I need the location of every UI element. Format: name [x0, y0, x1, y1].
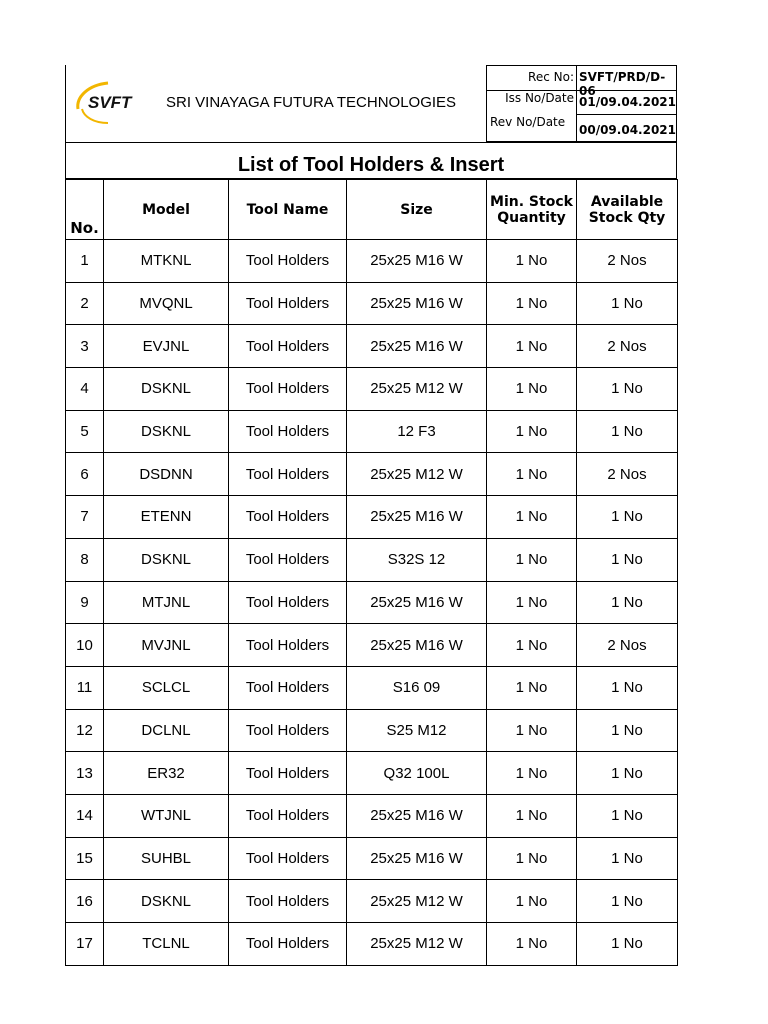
col-header-no: No. — [66, 180, 104, 240]
cell-no: 2 — [66, 282, 104, 325]
document-sheet — [65, 65, 677, 966]
cell-available-stock: 1 No — [577, 880, 678, 923]
cell-min-stock: 1 No — [487, 709, 577, 752]
cell-min-stock: 1 No — [487, 837, 577, 880]
table-row — [66, 538, 678, 581]
cell-size: 25x25 M16 W — [347, 325, 487, 368]
cell-model: DSDNN — [104, 453, 229, 496]
cell-tool-name: Tool Holders — [229, 923, 347, 966]
svft-logo — [74, 79, 154, 127]
cell-min-stock: 1 No — [487, 880, 577, 923]
cell-no: 9 — [66, 581, 104, 624]
cell-min-stock: 1 No — [487, 368, 577, 411]
cell-tool-name: Tool Holders — [229, 880, 347, 923]
cell-min-stock: 1 No — [487, 581, 577, 624]
record-info-box — [486, 65, 677, 142]
cell-available-stock: 1 No — [577, 709, 678, 752]
cell-available-stock: 1 No — [577, 368, 678, 411]
cell-min-stock: 1 No — [487, 240, 577, 283]
cell-tool-name: Tool Holders — [229, 666, 347, 709]
cell-tool-name: Tool Holders — [229, 368, 347, 411]
cell-available-stock: 1 No — [577, 581, 678, 624]
cell-model: DCLNL — [104, 709, 229, 752]
table-row — [66, 794, 678, 837]
cell-min-stock: 1 No — [487, 794, 577, 837]
cell-model: DSKNL — [104, 368, 229, 411]
iss-label: Iss No/Date — [487, 91, 577, 115]
cell-size: 25x25 M16 W — [347, 837, 487, 880]
cell-no: 3 — [66, 325, 104, 368]
col-header-available-stock: Available Stock Qty — [577, 180, 678, 240]
cell-min-stock: 1 No — [487, 923, 577, 966]
cell-available-stock: 2 Nos — [577, 325, 678, 368]
col-header-size: Size — [347, 180, 487, 240]
cell-tool-name: Tool Holders — [229, 410, 347, 453]
cell-model: MVJNL — [104, 624, 229, 667]
cell-model: MVQNL — [104, 282, 229, 325]
cell-available-stock: 1 No — [577, 837, 678, 880]
cell-min-stock: 1 No — [487, 624, 577, 667]
table-row — [66, 496, 678, 539]
cell-tool-name: Tool Holders — [229, 709, 347, 752]
cell-size: 25x25 M16 W — [347, 794, 487, 837]
cell-model: DSKNL — [104, 880, 229, 923]
cell-no: 14 — [66, 794, 104, 837]
col-header-model: Model — [104, 180, 229, 240]
tool-holders-table — [65, 179, 678, 966]
cell-tool-name: Tool Holders — [229, 453, 347, 496]
cell-no: 13 — [66, 752, 104, 795]
cell-available-stock: 2 Nos — [577, 240, 678, 283]
cell-tool-name: Tool Holders — [229, 282, 347, 325]
cell-tool-name: Tool Holders — [229, 624, 347, 667]
cell-model: EVJNL — [104, 325, 229, 368]
cell-tool-name: Tool Holders — [229, 496, 347, 539]
cell-min-stock: 1 No — [487, 282, 577, 325]
table-row — [66, 624, 678, 667]
cell-min-stock: 1 No — [487, 538, 577, 581]
cell-size: 25x25 M16 W — [347, 282, 487, 325]
iss-row — [487, 91, 676, 115]
cell-size: 25x25 M16 W — [347, 581, 487, 624]
cell-available-stock: 1 No — [577, 410, 678, 453]
cell-no: 15 — [66, 837, 104, 880]
cell-tool-name: Tool Holders — [229, 325, 347, 368]
rec-no-value: SVFT/PRD/D-06 — [579, 70, 666, 98]
table-row — [66, 666, 678, 709]
cell-size: 12 F3 — [347, 410, 487, 453]
table-row — [66, 410, 678, 453]
table-row — [66, 282, 678, 325]
rec-no-label: Rec No: — [487, 66, 577, 90]
cell-no: 5 — [66, 410, 104, 453]
cell-tool-name: Tool Holders — [229, 581, 347, 624]
rev-row — [487, 115, 676, 142]
cell-size: 25x25 M12 W — [347, 368, 487, 411]
cell-available-stock: 1 No — [577, 794, 678, 837]
cell-no: 12 — [66, 709, 104, 752]
iss-value: 01/09.04.2021 — [577, 91, 676, 115]
cell-tool-name: Tool Holders — [229, 240, 347, 283]
cell-no: 11 — [66, 666, 104, 709]
cell-available-stock: 1 No — [577, 538, 678, 581]
table-header-row — [66, 180, 678, 240]
cell-no: 6 — [66, 453, 104, 496]
table-row — [66, 581, 678, 624]
cell-tool-name: Tool Holders — [229, 837, 347, 880]
cell-no: 4 — [66, 368, 104, 411]
cell-min-stock: 1 No — [487, 410, 577, 453]
table-row — [66, 880, 678, 923]
cell-size: 25x25 M12 W — [347, 923, 487, 966]
table-row — [66, 368, 678, 411]
table-row — [66, 837, 678, 880]
table-row — [66, 923, 678, 966]
cell-tool-name: Tool Holders — [229, 538, 347, 581]
cell-model: MTKNL — [104, 240, 229, 283]
cell-tool-name: Tool Holders — [229, 794, 347, 837]
cell-available-stock: 1 No — [577, 923, 678, 966]
cell-model: TCLNL — [104, 923, 229, 966]
cell-available-stock: 1 No — [577, 496, 678, 539]
table-row — [66, 240, 678, 283]
cell-size: 25x25 M12 W — [347, 880, 487, 923]
cell-size: 25x25 M16 W — [347, 240, 487, 283]
cell-min-stock: 1 No — [487, 496, 577, 539]
cell-model: DSKNL — [104, 538, 229, 581]
cell-available-stock: 2 Nos — [577, 453, 678, 496]
cell-size: S32S 12 — [347, 538, 487, 581]
col-header-min-stock: Min. Stock Quantity — [487, 180, 577, 240]
cell-min-stock: 1 No — [487, 752, 577, 795]
cell-min-stock: 1 No — [487, 453, 577, 496]
cell-available-stock: 1 No — [577, 666, 678, 709]
table-row — [66, 453, 678, 496]
col-header-tool-name: Tool Name — [229, 180, 347, 240]
cell-available-stock: 2 Nos — [577, 624, 678, 667]
cell-no: 1 — [66, 240, 104, 283]
cell-no: 8 — [66, 538, 104, 581]
cell-min-stock: 1 No — [487, 325, 577, 368]
cell-model: MTJNL — [104, 581, 229, 624]
table-body — [66, 240, 678, 966]
cell-size: 25x25 M12 W — [347, 453, 487, 496]
document-title: List of Tool Holders & Insert — [65, 142, 677, 179]
cell-no: 17 — [66, 923, 104, 966]
cell-available-stock: 1 No — [577, 752, 678, 795]
cell-tool-name: Tool Holders — [229, 752, 347, 795]
cell-size: S16 09 — [347, 666, 487, 709]
cell-min-stock: 1 No — [487, 666, 577, 709]
cell-model: SUHBL — [104, 837, 229, 880]
logo-text: SVFT — [88, 93, 132, 112]
cell-model: SCLCL — [104, 666, 229, 709]
cell-no: 16 — [66, 880, 104, 923]
cell-no: 10 — [66, 624, 104, 667]
cell-size: 25x25 M16 W — [347, 624, 487, 667]
cell-size: S25 M12 — [347, 709, 487, 752]
rev-value: 00/09.04.2021 — [579, 123, 676, 137]
table-row — [66, 325, 678, 368]
cell-available-stock: 1 No — [577, 282, 678, 325]
table-row — [66, 709, 678, 752]
table-row — [66, 752, 678, 795]
cell-model: WTJNL — [104, 794, 229, 837]
cell-size: 25x25 M16 W — [347, 496, 487, 539]
company-name: SRI VINAYAGA FUTURA TECHNOLOGIES — [166, 94, 457, 111]
rev-label: Rev No/Date — [487, 115, 577, 142]
cell-no: 7 — [66, 496, 104, 539]
cell-model: DSKNL — [104, 410, 229, 453]
cell-size: Q32 100L — [347, 752, 487, 795]
cell-model: ER32 — [104, 752, 229, 795]
document-header — [65, 65, 677, 142]
cell-model: ETENN — [104, 496, 229, 539]
